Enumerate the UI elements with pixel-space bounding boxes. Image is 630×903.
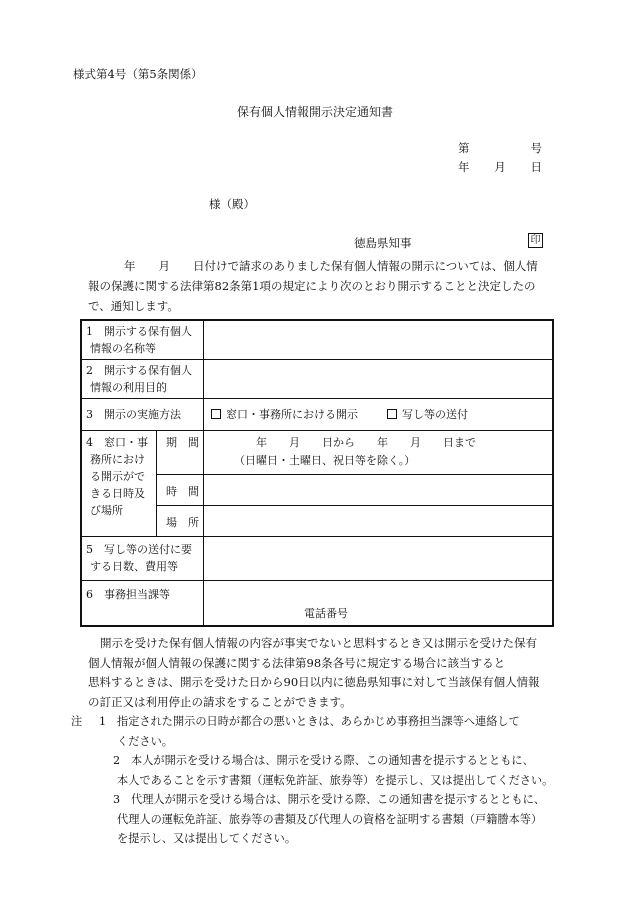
place-label: 場 所 bbox=[166, 516, 199, 529]
date-year-label: 年 bbox=[458, 160, 470, 174]
row-2-label: 2 開示する保有個人 情報の利用目的 bbox=[86, 364, 192, 394]
table-divider bbox=[156, 431, 157, 537]
row-1-label: 1 開示する保有個人 情報の名称等 bbox=[86, 325, 192, 355]
period-note: （日曜日・土曜日、祝日等を除く。） bbox=[234, 454, 416, 467]
date-day-label: 日 bbox=[530, 160, 542, 174]
table-divider bbox=[82, 398, 552, 399]
table-divider bbox=[82, 359, 552, 360]
notes-heading: 注 bbox=[71, 715, 83, 728]
correction-notice bbox=[88, 634, 558, 712]
notice-date bbox=[458, 159, 542, 175]
table-divider bbox=[156, 474, 552, 475]
time-label: 時 間 bbox=[166, 485, 199, 498]
row-6-label: 6 事務担当課等 bbox=[86, 588, 170, 601]
note-2-line-1: 本人が開示を受ける場合は、開示を受ける際、この通知書を提示するとともに、 bbox=[131, 754, 534, 767]
period-value: 年 月 日から 年 月 日まで bbox=[256, 436, 476, 449]
notice-line-4: の訂正又は利用停止の請求をすることができます。 bbox=[88, 694, 352, 709]
row-4-label: 4 窓口・事 務所におけ る開示がで きる日時及 び場所 bbox=[86, 436, 148, 517]
row-5-label: 5 写し等の送付に要 する日数、費用等 bbox=[86, 543, 192, 573]
intro-line-1: 年 月 日付けで請求のありました保有個人情報の開示については、個人情 bbox=[124, 259, 538, 273]
table-divider bbox=[82, 536, 552, 537]
row-3-label: 3 開示の実施方法 bbox=[86, 408, 181, 421]
notice-number bbox=[458, 140, 542, 156]
sender: 徳島県知事 bbox=[354, 236, 412, 250]
phone-label: 電話番号 bbox=[304, 607, 348, 620]
date-month-label: 月 bbox=[494, 160, 506, 174]
period-label: 期 間 bbox=[166, 436, 199, 449]
row-3-options bbox=[211, 406, 468, 423]
note-3-line-1: 代理人が開示を受ける場合は、開示を受ける際、この通知書を提示するとともに、 bbox=[131, 793, 545, 806]
note-3-number: 3 bbox=[113, 793, 121, 806]
document-title: 保有個人情報開示決定通知書 bbox=[236, 105, 393, 119]
checkbox-copy-delivery[interactable] bbox=[387, 409, 397, 419]
form-number: 様式第4号（第5条関係） bbox=[73, 67, 203, 81]
disclosure-table bbox=[80, 319, 554, 627]
note-2-number: 2 bbox=[113, 754, 121, 767]
notice-line-2: 個人情報が個人情報の保護に関する法律第98条各号に規定する場合に該当すると bbox=[88, 655, 506, 670]
table-divider bbox=[82, 580, 552, 581]
number-prefix: 第 bbox=[458, 141, 470, 155]
table-divider bbox=[82, 430, 552, 431]
note-3-line-3: を提示し、又は提出してください。 bbox=[117, 832, 297, 845]
intro-line-3: で、通知します。 bbox=[88, 299, 179, 313]
notice-line-1: 開示を受けた保有個人情報の内容が事実でないと思料するとき又は開示を受けた保有 bbox=[100, 636, 537, 650]
note-1-line-1: 指定された開示の日時が都合の悪いときは、あらかじめ事務担当課等へ連絡して bbox=[117, 715, 520, 728]
note-2-line-2: 本人であることを示す書類（運転免許証、旅券等）を提示し、又は提出してください。 bbox=[117, 773, 554, 787]
option-counter-disclosure-label: 窓口・事務所における開示 bbox=[226, 408, 358, 421]
option-copy-delivery-label: 写し等の送付 bbox=[402, 408, 468, 421]
note-1-line-2: ください。 bbox=[117, 734, 173, 748]
intro-line-2: 報の保護に関する法律第82条第1項の規定により次のとおり開示することと決定したの bbox=[88, 279, 536, 293]
addressee: 様（殿） bbox=[209, 197, 255, 211]
note-3-line-2: 代理人の運転免許証、旅券等の書類及び代理人の資格を証明する書類（戸籍謄本等） bbox=[117, 812, 543, 826]
notice-line-3: 思料するときは、開示を受けた日から90日以内に徳島県知事に対して当該保有個人情報 bbox=[88, 675, 540, 689]
intro-paragraph bbox=[88, 256, 554, 316]
table-divider bbox=[156, 505, 552, 506]
note-1-number: 1 bbox=[99, 715, 107, 728]
number-suffix: 号 bbox=[530, 141, 542, 155]
checkbox-counter-disclosure[interactable] bbox=[211, 409, 221, 419]
seal-mark: 印 bbox=[528, 233, 543, 248]
